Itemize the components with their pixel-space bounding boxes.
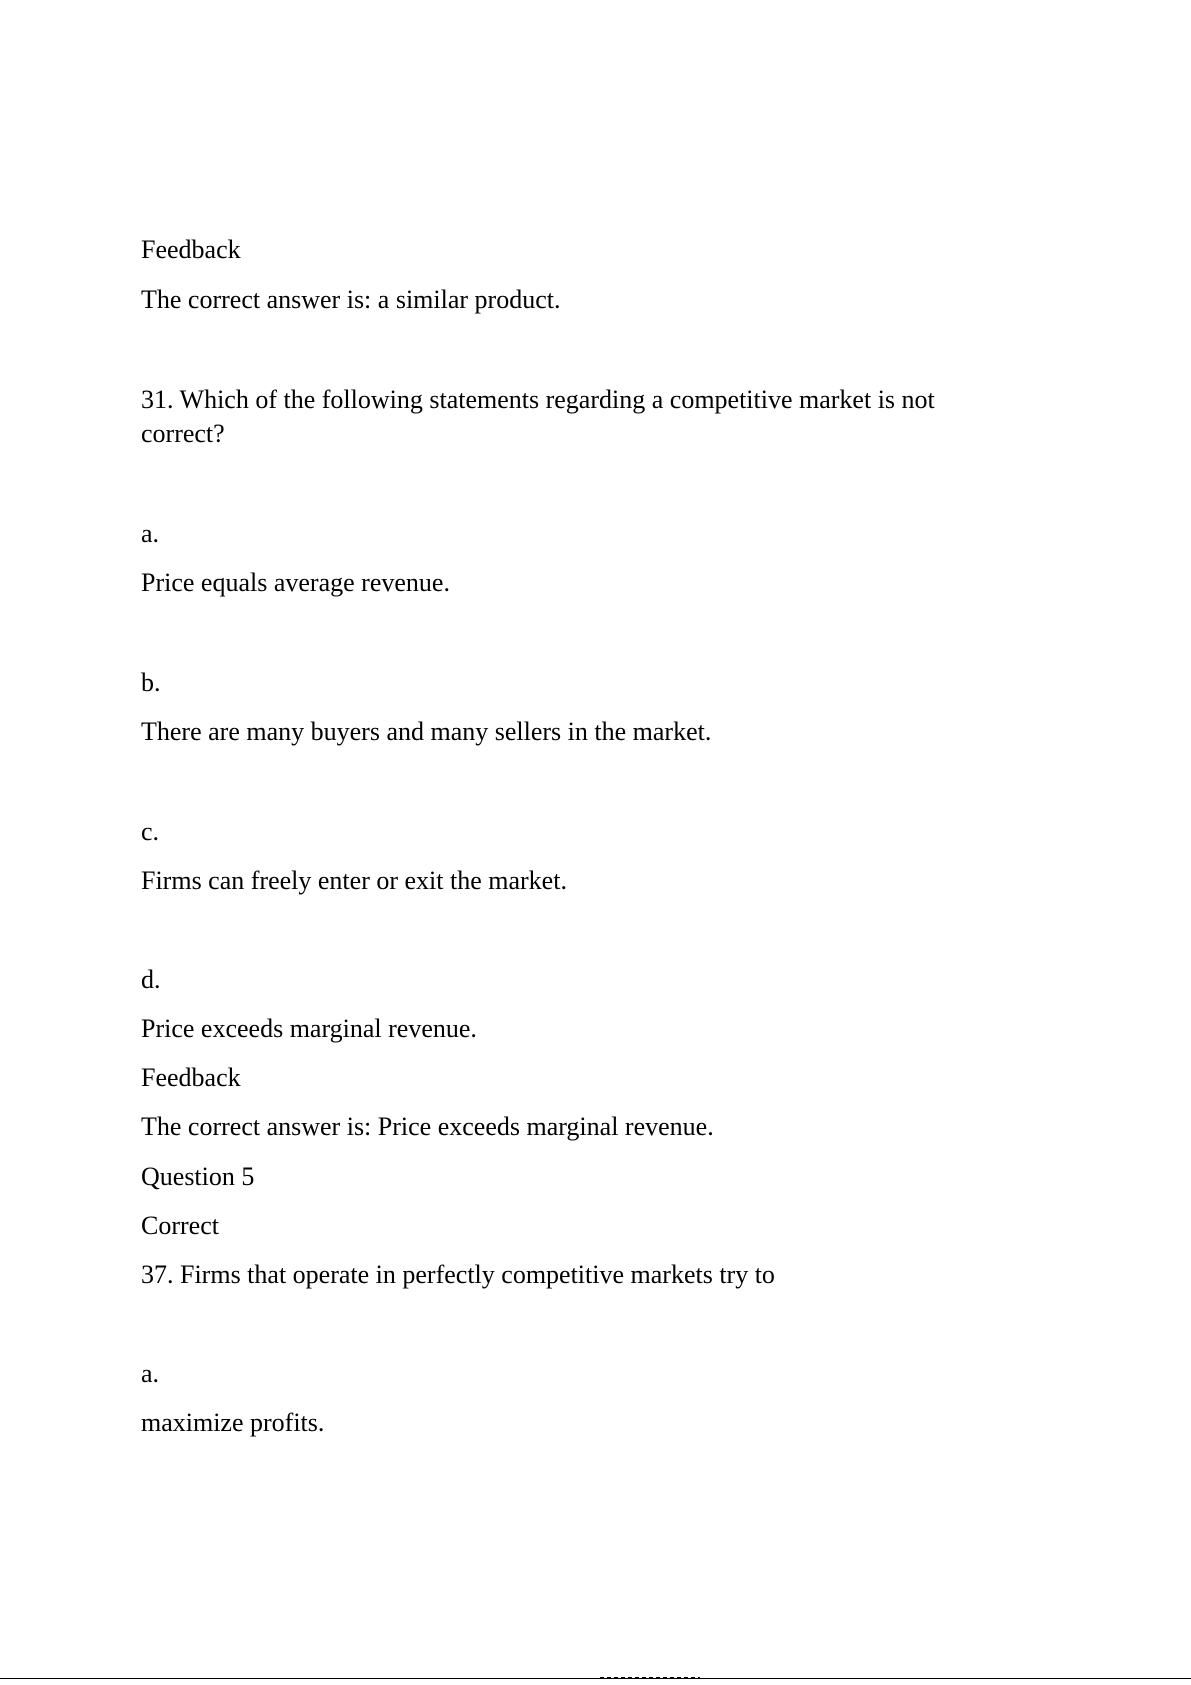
option-a-letter: a.: [141, 519, 160, 548]
question-header: Question 5: [141, 1162, 255, 1191]
question-31-text: 31. Which of the following statements regarding a competitive market is not correct?: [141, 385, 935, 448]
option-a-text: maximize profits.: [141, 1408, 325, 1437]
page-bottom-rule: [0, 1678, 1191, 1679]
feedback-answer: The correct answer is: a similar product.: [141, 285, 561, 314]
option-d-letter: d.: [141, 965, 161, 994]
feedback-label: Feedback: [141, 235, 241, 264]
question-status: Correct: [141, 1211, 219, 1240]
feedback-label: Feedback: [141, 1063, 241, 1092]
feedback-answer: The correct answer is: Price exceeds marginal revenue.: [141, 1112, 714, 1141]
option-a-text: Price equals average revenue.: [141, 568, 450, 597]
option-c-text: Firms can freely enter or exit the market.: [141, 866, 567, 895]
page-bottom-rule-dashes: [600, 1677, 700, 1679]
option-c-letter: c.: [141, 817, 160, 846]
option-d-text: Price exceeds marginal revenue.: [141, 1014, 477, 1043]
option-b-letter: b.: [141, 668, 161, 697]
option-b-text: There are many buyers and many sellers in the market.: [141, 717, 712, 746]
option-a-letter: a.: [141, 1359, 160, 1388]
question-37-text: 37. Firms that operate in perfectly competitive markets try to: [141, 1260, 775, 1289]
